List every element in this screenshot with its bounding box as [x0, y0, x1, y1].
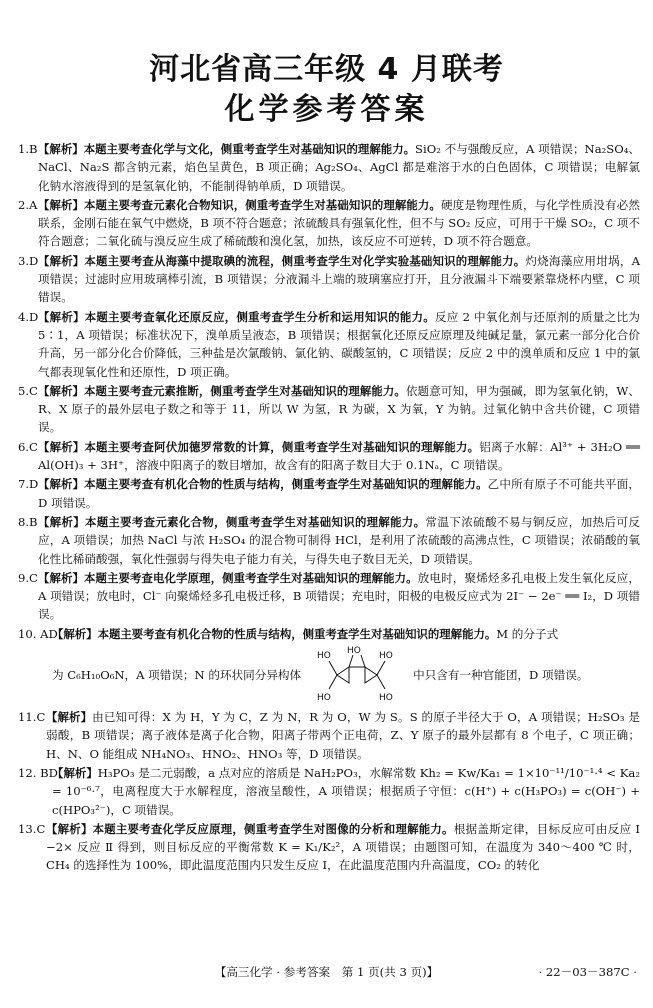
answer-number: 9.C — [18, 570, 38, 585]
answer-item-5 — [18, 382, 640, 437]
answer-item-3 — [18, 252, 640, 307]
answer-number: 13.C — [18, 821, 46, 836]
hydroxyl-label: HO — [317, 651, 331, 662]
analysis-tag: 【解析】 — [52, 765, 98, 780]
analysis-text: 常温下浓硫酸不易与铜反应，加热后可反应，A 项错误；加热 NaCl 与浓 H₂SO₄ 的混合物可制得 HCl，是利用了浓硫酸的高沸点性，C 项错误；浓硝酸的氧化性比稀硝酸强，氧化性强弱与得失电子能力有关，与得失电子数目无关，D 项错误。 — [38, 514, 640, 566]
page-footer — [0, 964, 653, 984]
answer-number: 4.D — [18, 309, 39, 324]
analysis-tag: 【解析】本题主要考查电化学原理，侧重考查学生对基础知识的理解能力。 — [38, 570, 418, 585]
answer-number: 6.C — [18, 439, 38, 454]
analysis-text: 乙中所有原子不可能共平面，D 项错误。 — [38, 477, 640, 510]
footer-page-info: 【高三化学 · 参考答案 第 1 页(共 3 页)】 — [214, 965, 439, 979]
answer-list — [18, 140, 640, 876]
analysis-tag: 【解析】本题主要考查元素化合物，侧重考查学生对基础知识的理解能力。 — [38, 514, 426, 529]
cyclopropane-diol-structure — [309, 643, 405, 707]
analysis-tag: 【解析】本题主要考查化学与文化，侧重考查学生对基础知识的理解能力。 — [38, 142, 416, 156]
answer-number: 5.C — [18, 383, 38, 398]
analysis-text: 反应 2 中氧化剂与还原剂的质量之比为 5∶1，A 项错误；标准状况下，溴单质呈液态，B 项错误；根据氧化还原反应原理及纯碱足量，氯元素一部分化合价升高，另一部分化合价降低，三种盐是次氯酸钠、氯化钠、碳酸氢钠，C 项错误；反应 2 中的溴单质和反应 1 中的氯气都表现氧化性和还原性，D 项正确。 — [38, 309, 640, 379]
analysis-text: 根据盖斯定律，目标反应可由反应 Ⅰ −2× 反应 Ⅱ 得到，则目标反应的平衡常数 K = K₁/K₂²，A 项错误；由题图可知，在温度为 340～400 ℃ 时，CH₄ 的选择性为 100%，即此温度范围内只发生反应 Ⅰ，在此温度范围内升高温度，CO₂ 的转化 — [46, 821, 640, 873]
answer-number: 8.B — [18, 514, 38, 529]
answer-item-7 — [18, 475, 640, 512]
analysis-tag: 【解析】本题主要考查元素化合物知识，侧重考查学生对基础知识的理解能力。 — [38, 197, 441, 212]
answer-number: 11.C — [18, 710, 46, 725]
hydroxyl-label: HO — [379, 693, 393, 704]
analysis-text: M 的分子式 — [496, 626, 559, 641]
answer-number: 10. AD — [18, 626, 58, 641]
analysis-text: 灼烧海藻应用坩埚，A 项错误；过滤时应用玻璃棒引流，B 项错误；分液漏斗上端的玻璃塞应打开，且分液漏斗下端要紧靠烧杯内壁，C 项错误。 — [38, 253, 640, 305]
analysis-text: 依题意可知，甲为强碱，即为氢氧化钠，W、R、X 原子的最外层电子数之和等于 11，所以 W 为氢，R 为碳，X 为氧，Y 为钠。过氧化钠中含共价键，C 项错误。 — [38, 383, 640, 435]
answer-number: 2.A — [18, 197, 38, 212]
analysis-tag: 【解析】本题主要考查化学反应原理，侧重考查学生对图像的分析和理解能力。 — [46, 821, 454, 836]
hydroxyl-label: HO — [347, 646, 361, 657]
answer-item-8 — [18, 513, 640, 568]
answer-number: 12. BD — [18, 765, 58, 780]
answer-item-2 — [18, 196, 640, 251]
analysis-tag: 【解析】本题主要考查有机化合物的性质与结构，侧重考查学生对基础知识的理解能力。 — [52, 626, 497, 641]
hydroxyl-label: HO — [379, 651, 393, 662]
answer-item-10 — [18, 625, 640, 707]
analysis-text: 由已知可得：X 为 H，Y 为 C，Z 为 N，R 为 O，W 为 S。S 的原子半径大于 O，A 项错误；H₂SO₃ 是弱酸，B 项错误；离子液体是离子化合物，阳离子带两个正电荷，Z、Y 原子的最外层都有 8 个电子，C 项正确；H、N、O 能组成 NH₄NO₃、HNO₂、HNO₃ 等，D 项错误。 — [46, 710, 640, 761]
analysis-text: SiO₂ 不与强酸反应，A 项错误；Na₂SO₄、NaCl、Na₂S 都含钠元素，焰色呈黄色，B 项正确；Ag₂SO₄、AgCl 都是难溶于水的白色固体，C 项错误；电解氯化钠水溶液得到的是氢氧化钠，不能制得钠单质，D 项错误。 — [38, 142, 640, 193]
footer-code: · 22－03－387C · — [538, 965, 637, 979]
answer-number: 1.B — [18, 142, 38, 156]
analysis-tag: 【解析】本题主要考查元素推断，侧重考查学生对基础知识的理解能力。 — [38, 383, 406, 398]
answer-number: 3.D — [18, 253, 39, 268]
document-title: 河北省高三年级 4 月联考 — [149, 52, 504, 87]
answer-item-1 — [18, 140, 640, 195]
formula-text: 为 C₆H₁₀O₆N，A 项错误；N 的环状同分异构体 — [52, 667, 302, 682]
formula-text-after: 中只含有一种官能团，D 项错误。 — [413, 667, 589, 682]
analysis-text: 放电时，聚烯烃多孔电极上发生氧化反应，A 项错误；放电时，Cl⁻ 向聚烯烃多孔电极迁移，B 项错误；充电时，阳极的电极反应式为 2I⁻ − 2e⁻ ══ I₂，D 项错误。 — [38, 570, 640, 622]
analysis-tag: 【解析】本题主要考查阿伏加德罗常数的计算，侧重考查学生对基础知识的理解能力。 — [38, 439, 480, 454]
analysis-text: 铝离子水解：Al³⁺ + 3H₂O ══ Al(OH)₃ + 3H⁺，溶液中阳离子的数目增加，故含有的阳离子数目大于 0.1Nₐ，C 项错误。 — [38, 439, 640, 473]
answer-item-12 — [18, 764, 640, 819]
answer-number: 7.D — [18, 477, 39, 492]
analysis-tag: 【解析】本题主要考查有机化合物的性质与结构，侧重考查学生对基础知识的理解能力。 — [38, 477, 488, 492]
answer-item-6 — [18, 438, 640, 475]
analysis-tag: 【解析】本题主要考查从海藻中提取碘的流程，侧重考查学生对化学实验基础知识的理解能力。 — [38, 253, 526, 268]
document-subtitle: 化学参考答案 — [224, 92, 429, 127]
analysis-text: H₃PO₃ 是二元弱酸，a 点对应的溶质是 NaH₂PO₃，水解常数 Kh₂ = Kw/Ka₁ = 1×10⁻¹¹/10⁻¹·⁴ < Ka₂ = 10⁻⁶·⁷，电离程度大于水解程度，溶液呈酸性，A 项错误；根据质子守恒：c(H⁺) + c(H₃PO₃) = c(OH⁻) + c(HPO₃²⁻)，C 项错误。 — [52, 765, 640, 817]
analysis-text: 硬度是物理性质，与化学性质没有必然联系，金刚石能在氧气中燃烧，B 项不符合题意；浓硫酸具有强氧化性，但不与 SO₂ 反应，可用于干燥 SO₂，C 项不符合题意；二氧化硫与溴反应生成了稀硫酸和溴化氢，加热，该反应不可逆转，D 项不符合题意。 — [38, 197, 640, 249]
answer-item-9 — [18, 569, 640, 624]
structure-line — [52, 643, 640, 707]
answer-item-4 — [18, 308, 640, 381]
answer-item-13 — [18, 820, 640, 875]
analysis-tag: 【解析】 — [46, 710, 93, 725]
hydroxyl-label: HO — [317, 693, 331, 704]
analysis-tag: 【解析】本题主要考查氧化还原反应，侧重考查学生分析和运用知识的能力。 — [38, 309, 435, 324]
answer-item-11 — [18, 708, 640, 763]
